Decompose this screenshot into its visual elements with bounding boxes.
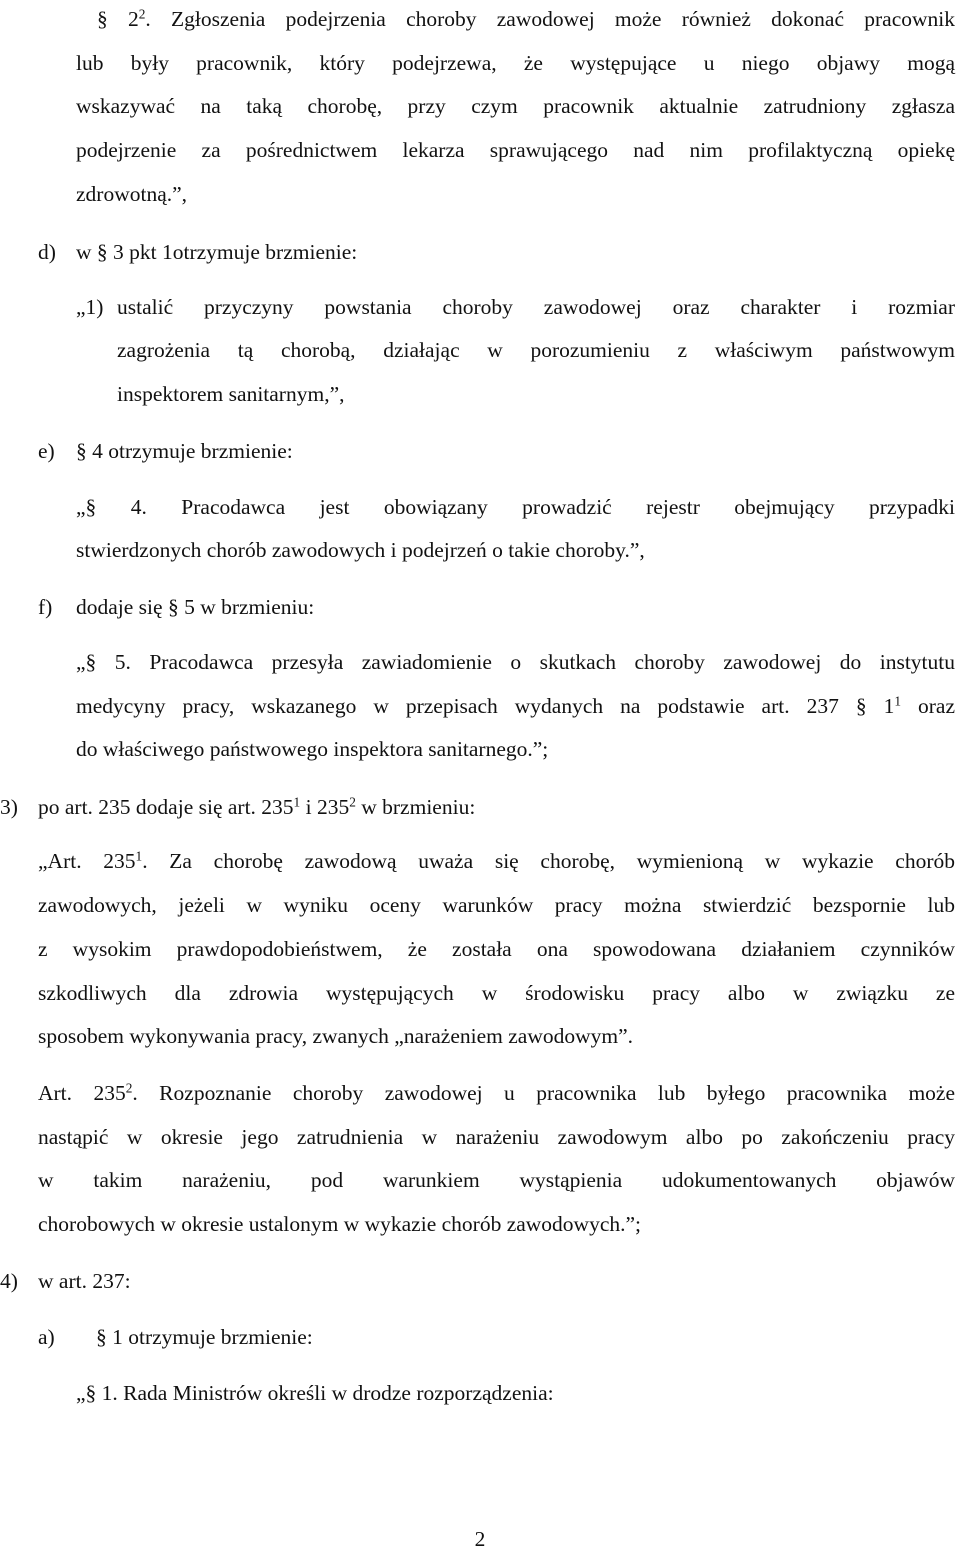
- para-line: lub były pracownik, który podejrzewa, że występujące u niego objawy mogą: [76, 51, 955, 75]
- para-line: zdrowotną.”,: [76, 182, 188, 206]
- quote-line: „§ 5. Pracodawca przesyła zawiadomienie o skutkach choroby zawodowej do instytutu: [76, 650, 955, 674]
- article-text: . Za chorobę zawodową uważa się chorobę, wymienioną w wykazie chorób: [142, 849, 955, 873]
- quote-line: [76, 693, 955, 718]
- article-line: sposobem wykonywania pracy, zwanych „narażeniem zawodowym”.: [38, 1024, 634, 1048]
- article-line: nastąpić w okresie jego zatrudnienia w narażeniu zawodowym albo po zakończeniu pracy: [38, 1125, 955, 1149]
- article-head: Art. 235: [38, 1081, 126, 1105]
- quote-text: medycyny pracy, wskazanego w przepisach wydanych na podstawie art. 237 § 1: [76, 694, 895, 718]
- quote-line: „§ 4. Pracodawca jest obowiązany prowadzić rejestr obejmujący przypadki: [76, 495, 955, 519]
- superscript: 1: [894, 693, 901, 709]
- superscript: 1: [293, 794, 301, 810]
- article-line: szkodliwych dla zdrowia występujących w środowisku pracy albo w związku ze: [38, 981, 955, 1005]
- list-item-3: [38, 794, 476, 819]
- article-text: . Rozpoznanie choroby zawodowej u pracownika lub byłego pracownika może: [132, 1081, 956, 1105]
- item-text: i 235: [300, 795, 350, 819]
- superscript: 1: [135, 848, 143, 864]
- para-line: [97, 6, 955, 31]
- quote-line: zagrożenia tą chorobą, działając w porozumieniu z właściwym państwowym: [117, 338, 955, 362]
- article-line: zawodowych, jeżeli w wyniku oceny warunków pracy można stwierdzić bezspornie lub: [38, 893, 955, 917]
- quote-line: inspektorem sanitarnym,”,: [117, 382, 345, 406]
- list-item-a: § 1 otrzymuje brzmienie:: [96, 1325, 313, 1349]
- article-line: [38, 848, 955, 873]
- para-line: wskazywać na taką chorobę, przy czym pracownik aktualnie zatrudniony zgłasza: [76, 94, 955, 118]
- list-label-4: 4): [0, 1269, 18, 1293]
- list-label-d: d): [38, 240, 56, 264]
- article-line: chorobowych w okresie ustalonym w wykazie chorób zawodowych.”;: [38, 1212, 642, 1236]
- article-line: [38, 1080, 956, 1105]
- list-label-e: e): [38, 439, 55, 463]
- quote-line: do właściwego państwowego inspektora sanitarnego.”;: [76, 737, 549, 761]
- quote-text: oraz: [901, 694, 955, 718]
- quote-line: ustalić przyczyny powstania choroby zawodowej oraz charakter i rozmiar: [117, 295, 955, 319]
- quote-lead: „1): [76, 295, 104, 319]
- list-item-d: w § 3 pkt 1otrzymuje brzmienie:: [76, 240, 358, 264]
- item-text: w brzmieniu:: [355, 795, 476, 819]
- para-line: podejrzenie za pośrednictwem lekarza sprawującego nad nim profilaktyczną opiekę: [76, 138, 955, 162]
- article-line: w takim narażeniu, pod warunkiem wystąpienia udokumentowanych objawów: [38, 1168, 955, 1192]
- quote-line: stwierdzonych chorób zawodowych i podejrzeń o takie choroby.”,: [76, 538, 645, 562]
- section-label: § 2: [97, 7, 139, 31]
- superscript: 2: [138, 6, 146, 22]
- list-label-f: f): [38, 595, 53, 619]
- list-label-3: 3): [0, 795, 18, 819]
- para-text: . Zgłoszenia podejrzenia choroby zawodowej może również dokonać pracownik: [145, 7, 955, 31]
- superscript: 2: [349, 794, 356, 810]
- list-item-4: w art. 237:: [38, 1269, 131, 1293]
- page-number: 2: [474, 1527, 486, 1551]
- list-label-a: a): [38, 1325, 55, 1349]
- item-text: po art. 235 dodaje się art. 235: [38, 795, 294, 819]
- article-head: „Art. 235: [38, 849, 136, 873]
- list-item-f: dodaje się § 5 w brzmieniu:: [76, 595, 315, 619]
- list-item-e: § 4 otrzymuje brzmienie:: [76, 439, 293, 463]
- quote-line: „§ 1. Rada Ministrów określi w drodze rozporządzenia:: [76, 1381, 554, 1405]
- superscript: 2: [125, 1080, 133, 1096]
- article-line: z wysokim prawdopodobieństwem, że została ona spowodowana działaniem czynników: [38, 937, 955, 961]
